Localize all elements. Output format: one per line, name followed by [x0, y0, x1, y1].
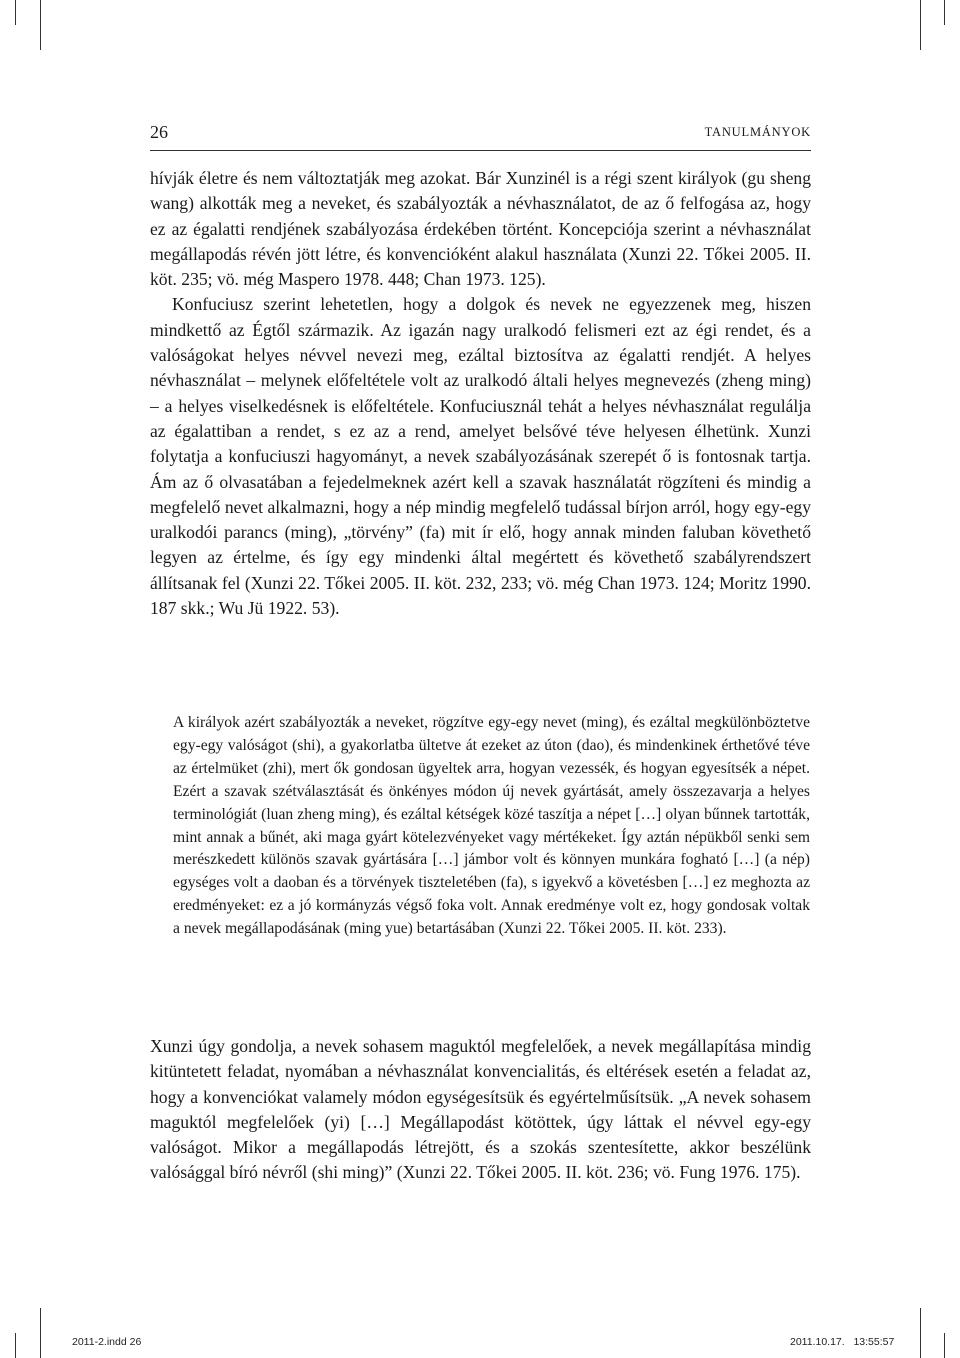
- crop-mark: [15, 0, 16, 25]
- crop-mark: [920, 0, 921, 50]
- paragraph: Xunzi úgy gondolja, a nevek sohasem maguktól megfelelőek, a nevek megállapítása mindig kitüntetett feladat, nyomában a névhasználat konvencialitás, és eltérések esetén a feladat az, hogy a konvenciókat valamely módon egységesítsük és egyértelműsítsük. „A nevek sohasem maguktól megfelelőek (yi) […] Megállapodást kötöttek, úgy láttak el névvel egy-egy valóságot. Mikor a megállapodás létrejött, és a szokás szentesítette, akkor beszélünk valósággal bíró névről (shi ming)” (Xunzi 22. Tőkei 2005. II. köt. 236; vö. Fung 1976. 175).: [150, 1036, 811, 1183]
- slug-datetime: 2011.10.17. 13:55:57: [790, 1336, 895, 1348]
- crop-mark: [15, 1333, 16, 1358]
- block-quote: [173, 712, 810, 941]
- page-number: 26: [150, 122, 168, 142]
- paragraph: Konfuciusz szerint lehetetlen, hogy a dolgok és nevek ne egyezzenek meg, hiszen mindkettő az Égtől származik. Az igazán nagy uralkodó felismeri ezt az égi rendet, és a valóságokat helyes névvel nevezi meg, ezáltal biztosítva az égalatti rendjét. A helyes névhasználat – melynek előfeltétele volt az uralkodó általi helyes megnevezés (zheng ming) – a helyes viselkedésnek is előfeltétele. Konfuciusznál tehát a helyes névhasználat regulálja az égalattiban a rendet, s ez az a rend, amelyet belsővé téve helyesen élhetünk. Xunzi folytatja a konfuciuszi hagyományt, a nevek szabályozásának szerepét ő is fontosnak tartja. Ám az ő olvasatában a fejedelmeknek azért kell a szavak használatát rögzíteni és mindig a megfelelő nevet alkalmazni, hogy a nép mindig megfelelő tudással bírjon arról, hogy egy-egy uralkodói parancs (ming), „törvény” (fa) mit ír elő, hogy annak minden faluban követhető legyen az értelme, és így egy mindenki által megértett és követhető szabályrendszert állítsanak fel (Xunzi 22. Tőkei 2005. II. köt. 232, 233; vö. még Chan 1973. 124; Moritz 1990. 187 skk.; Wu Jü 1922. 53).: [150, 294, 811, 619]
- crop-mark: [944, 0, 945, 25]
- crop-mark: [40, 0, 41, 50]
- page-header: [150, 122, 811, 148]
- crop-mark: [920, 1308, 921, 1358]
- crop-mark: [40, 1308, 41, 1358]
- running-head: TANULMÁNYOK: [704, 125, 811, 139]
- quote-text: A királyok azért szabályozták a neveket, rögzítve egy-egy nevet (ming), és ezáltal megkülönböztetve egy-egy valóságot (shi), a gyakorlatba ültetve át ezeket az úton (dao), és mindenkinek érthetővé téve az értelmüket (zhi), mert ők gondosan ügyeltek arra, hogyan vezessék, és hogyan egyesítsék a népet. Ezért a szavak szétválasztását és önkényes módon új nevek gyártását, amely összezavarja a helyes terminológiát (luan zheng ming), és ezáltal kétségek közé taszítja a népet […] olyan bűnnek tartották, mint annak a bűnét, aki maga gyárt kötelezvényeket vagy mértékeket. Így aztán népükből senki sem merészkedett különös szavak gyártására […] jámbor volt és könnyen munkára fogható […] (a nép) egységes volt a daoban és a törvények tiszteletében (fa), s igyekvő a követésben […] ez meghozta az eredményeket: ez a jó kormányzás végső foka volt. Annak eredménye volt ez, hogy gondosak voltak a nevek megállapodásának (ming yue) betartásában (Xunzi 22. Tőkei 2005. II. köt. 233).: [173, 714, 810, 938]
- paragraph: hívják életre és nem változtatják meg azokat. Bár Xunzinél is a régi szent királyok (gu sheng wang) alkották meg a neveket, és szabályozták a névhasználatot, de az ő felfogása az, hogy ez az égalatti rendjének szabályozása érdekében történt. Koncepciója szerint a névhasználat megállapodás révén jött létre, és konvencióként alakul használata (Xunzi 22. Tőkei 2005. II. köt. 235; vö. még Maspero 1978. 448; Chan 1973. 125).: [150, 168, 811, 290]
- header-rule: [150, 150, 811, 151]
- slug-file-name: 2011-2.indd 26: [72, 1336, 142, 1348]
- body-text: [150, 166, 811, 621]
- crop-mark: [944, 1333, 945, 1358]
- body-text-closing: [150, 1034, 811, 1186]
